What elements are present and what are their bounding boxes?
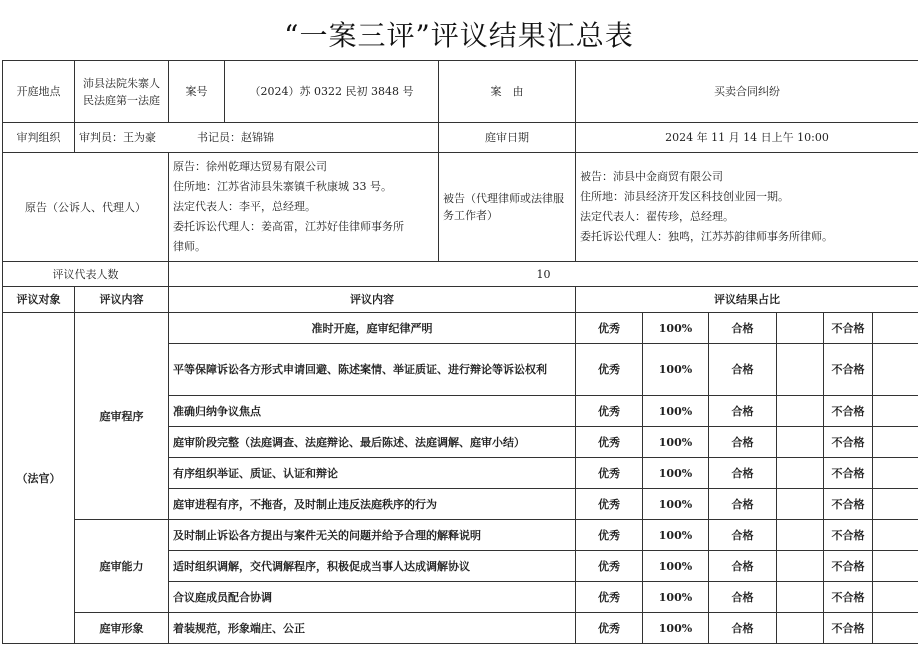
qualified-label: 合格 <box>709 427 777 458</box>
excellent-label: 优秀 <box>576 551 643 582</box>
excellent-label: 优秀 <box>576 458 643 489</box>
evaluation-row <box>3 313 918 344</box>
evaluation-row <box>3 520 918 551</box>
excellent-label: 优秀 <box>576 427 643 458</box>
qualified-label: 合格 <box>709 458 777 489</box>
unqualified-percent <box>873 427 918 458</box>
qualified-percent <box>777 313 824 344</box>
plaintiff-line: 原告：徐州乾琿达贸易有限公司 <box>173 160 327 173</box>
clerk-name: 书记员：赵锦锦 <box>197 131 274 144</box>
unqualified-label: 不合格 <box>824 582 873 613</box>
unqualified-label: 不合格 <box>824 458 873 489</box>
date-label: 庭审日期 <box>439 123 576 153</box>
evaluation-table <box>2 60 918 644</box>
excellent-percent: 100% <box>643 613 709 644</box>
header-result: 评议结果占比 <box>576 287 918 313</box>
content-cell: 准确归纳争议焦点 <box>169 396 576 427</box>
org-value <box>75 123 439 153</box>
unqualified-label: 不合格 <box>824 613 873 644</box>
qualified-label: 合格 <box>709 582 777 613</box>
unqualified-percent <box>873 489 918 520</box>
unqualified-label: 不合格 <box>824 489 873 520</box>
date-value: 2024 年 11 月 14 日上午 10:00 <box>576 123 918 153</box>
qualified-percent <box>777 582 824 613</box>
unqualified-percent <box>873 313 918 344</box>
plaintiff-line: 住所地：江苏省沛县朱寨镇千秋康城 33 号。 <box>173 180 392 193</box>
qualified-percent <box>777 551 824 582</box>
header-content: 评议内容 <box>169 287 576 313</box>
content-cell: 着装规范，形象端庄、公正 <box>169 613 576 644</box>
content-cell: 庭审阶段完整（法庭调查、法庭辩论、最后陈述、法庭调解、庭审小结） <box>169 427 576 458</box>
reps-label: 评议代表人数 <box>3 262 169 287</box>
plaintiff-line: 委托诉讼代理人：姜高雷，江苏好佳律师事务所 <box>173 220 404 233</box>
qualified-percent <box>777 520 824 551</box>
plaintiff-line: 法定代表人：李平，总经理。 <box>173 200 316 213</box>
unqualified-percent <box>873 582 918 613</box>
excellent-percent: 100% <box>643 427 709 458</box>
org-label: 审判组织 <box>3 123 75 153</box>
defendant-line: 被告：沛县中金商贸有限公司 <box>580 170 723 183</box>
excellent-percent: 100% <box>643 520 709 551</box>
content-cell: 平等保障诉讼各方形式申请回避、陈述案情、举证质证、进行辩论等诉讼权利 <box>169 344 576 396</box>
header-category: 评议内容 <box>75 287 169 313</box>
qualified-percent <box>777 489 824 520</box>
case-no-label: 案号 <box>169 61 225 123</box>
qualified-percent <box>777 613 824 644</box>
reps-value: 10 <box>169 262 918 287</box>
unqualified-label: 不合格 <box>824 313 873 344</box>
defendant-line: 法定代表人：翟传珍，总经理。 <box>580 210 734 223</box>
qualified-percent <box>777 396 824 427</box>
qualified-label: 合格 <box>709 551 777 582</box>
evaluation-row <box>3 613 918 644</box>
unqualified-label: 不合格 <box>824 396 873 427</box>
unqualified-label: 不合格 <box>824 344 873 396</box>
plaintiff-line: 律师。 <box>173 240 206 253</box>
excellent-label: 优秀 <box>576 344 643 396</box>
plaintiff-label: 原告（公诉人、代理人） <box>3 153 169 262</box>
object-cell: （法官） <box>3 313 75 644</box>
qualified-label: 合格 <box>709 520 777 551</box>
content-cell: 准时开庭，庭审纪律严明 <box>169 313 576 344</box>
defendant-line: 住所地：沛县经济开发区科技创业园一期。 <box>580 190 789 203</box>
content-cell: 及时制止诉讼各方提出与案件无关的问题并给予合理的解释说明 <box>169 520 576 551</box>
judge-name: 审判员：王为豪 <box>79 131 156 144</box>
qualified-label: 合格 <box>709 613 777 644</box>
excellent-percent: 100% <box>643 313 709 344</box>
unqualified-label: 不合格 <box>824 551 873 582</box>
content-cell: 合议庭成员配合协调 <box>169 582 576 613</box>
unqualified-percent <box>873 551 918 582</box>
excellent-percent: 100% <box>643 344 709 396</box>
header-object: 评议对象 <box>3 287 75 313</box>
qualified-label: 合格 <box>709 344 777 396</box>
excellent-label: 优秀 <box>576 313 643 344</box>
qualified-percent <box>777 427 824 458</box>
excellent-percent: 100% <box>643 582 709 613</box>
defendant-info <box>576 153 918 262</box>
qualified-label: 合格 <box>709 396 777 427</box>
category-cell: 庭审程序 <box>75 313 169 520</box>
excellent-percent: 100% <box>643 396 709 427</box>
defendant-label: 被告（代理律师或法律服务工作者） <box>439 153 576 262</box>
unqualified-percent <box>873 344 918 396</box>
unqualified-percent <box>873 396 918 427</box>
unqualified-percent <box>873 613 918 644</box>
court-label: 开庭地点 <box>3 61 75 123</box>
excellent-percent: 100% <box>643 551 709 582</box>
excellent-label: 优秀 <box>576 613 643 644</box>
unqualified-percent <box>873 458 918 489</box>
plaintiff-info <box>169 153 439 262</box>
content-cell: 庭审进程有序，不拖沓，及时制止违反法庭秩序的行为 <box>169 489 576 520</box>
excellent-percent: 100% <box>643 489 709 520</box>
excellent-label: 优秀 <box>576 396 643 427</box>
category-cell: 庭审形象 <box>75 613 169 644</box>
defendant-line: 委托诉讼代理人：独鸣，江苏苏韵律师事务所律师。 <box>580 230 833 243</box>
excellent-label: 优秀 <box>576 582 643 613</box>
cause-value: 买卖合同纠纷 <box>576 61 918 123</box>
court-value: 沛县法院朱寨人民法庭第一法庭 <box>75 61 169 123</box>
cause-label: 案 由 <box>439 61 576 123</box>
qualified-label: 合格 <box>709 313 777 344</box>
case-no-value: （2024）苏 0322 民初 3848 号 <box>225 61 439 123</box>
qualified-percent <box>777 344 824 396</box>
content-cell: 有序组织举证、质证、认证和辩论 <box>169 458 576 489</box>
qualified-percent <box>777 458 824 489</box>
content-cell: 适时组织调解，交代调解程序，积极促成当事人达成调解协议 <box>169 551 576 582</box>
unqualified-label: 不合格 <box>824 427 873 458</box>
qualified-label: 合格 <box>709 489 777 520</box>
excellent-percent: 100% <box>643 458 709 489</box>
page-title: “一案三评”评议结果汇总表 <box>284 19 634 52</box>
excellent-label: 优秀 <box>576 489 643 520</box>
excellent-label: 优秀 <box>576 520 643 551</box>
unqualified-label: 不合格 <box>824 520 873 551</box>
category-cell: 庭审能力 <box>75 520 169 613</box>
unqualified-percent <box>873 520 918 551</box>
